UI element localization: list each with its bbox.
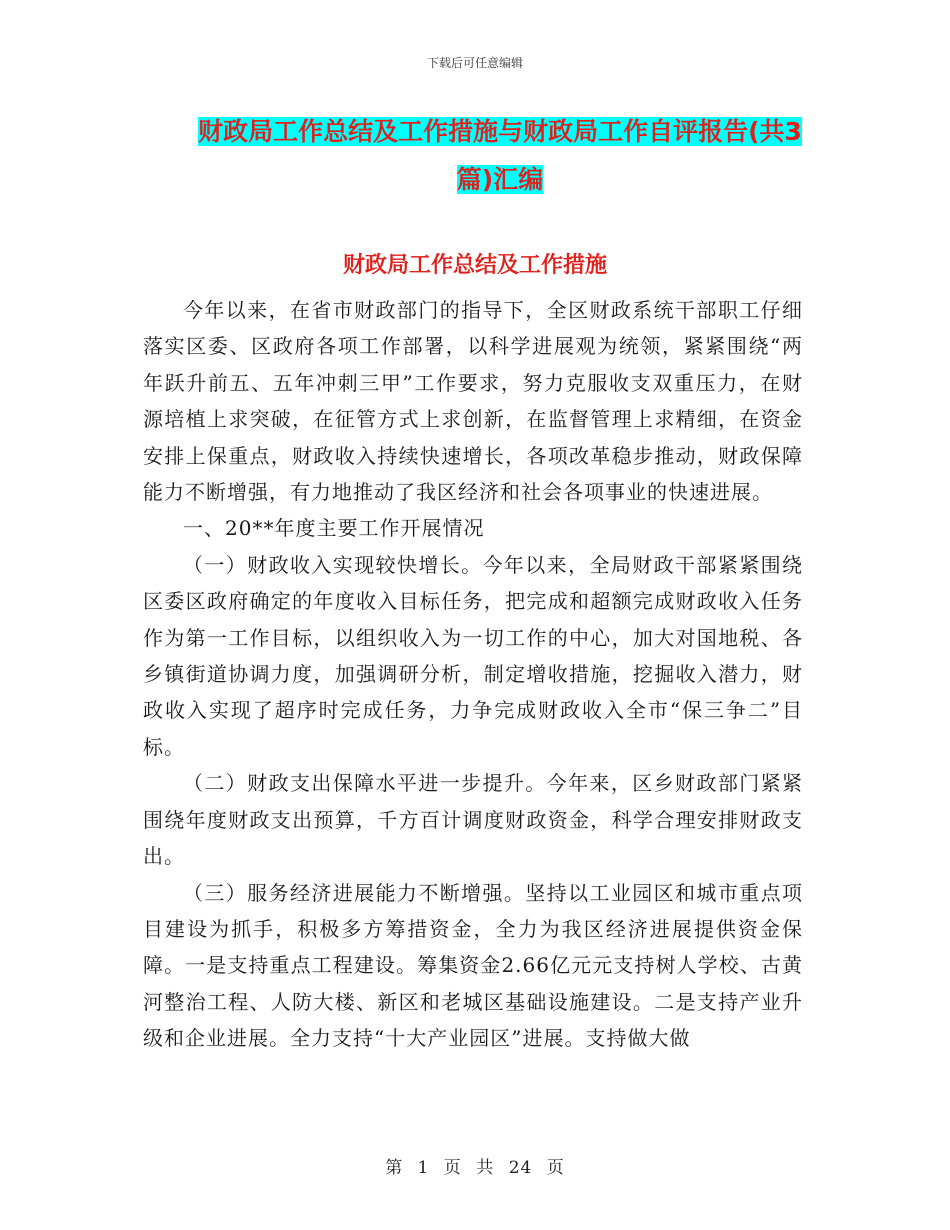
total-pages: 24 [508, 1158, 533, 1178]
document-title-text: 财政局工作总结及工作措施与财政局工作自评报告(共3篇)汇编 [198, 117, 802, 194]
page-label-mid: 页 [443, 1158, 462, 1178]
paragraph: （一）财政收入实现较快增长。今年以来，全局财政干部紧紧围绕区委区政府确定的年度收入目标任务，把完成和超额完成财政收入任务作为第一工作目标，以组织收入为一切工作的中心，加大对国地税、各乡镇街道协调力度，加强调研分析，制定增收措施，挖掘收入潜力，财政收入实现了超序时完成任务，力争完成财政收入全市“保三争二”目标。 [143, 552, 803, 759]
paragraph: 今年以来，在省市财政部门的指导下，全区财政系统干部职工仔细落实区委、区政府各项工作部署，以科学进展观为统领，紧紧围绕“两年跃升前五、五年冲刺三甲”工作要求，努力克服收支双重压力，在财源培植上求突破，在征管方式上求创新，在监督管理上求精细，在资金安排上保重点，财政收入持续快速增长，各项改革稳步推动，财政保障能力不断增强，有力地推动了我区经济和社会各项事业的快速进展。 [143, 298, 803, 505]
section-title: 财政局工作总结及工作措施 [342, 253, 607, 278]
paragraph: 一、20**年度主要工作开展情况 [183, 516, 485, 541]
document-body [143, 292, 803, 1057]
document-title [180, 108, 820, 204]
page-footer [0, 1153, 950, 1178]
page-label-prefix: 第 [385, 1158, 404, 1178]
page-number: 1 [417, 1158, 430, 1178]
header-note: 下载后可任意编辑 [426, 56, 523, 70]
total-suffix: 页 [546, 1158, 565, 1178]
paragraph: （三）服务经济进展能力不断增强。坚持以工业园区和城市重点项目建设为抓手，积极多方筹措资金，全力为我区经济进展提供资金保障。一是支持重点工程建设。筹集资金2.66亿元元支持树人学校、古黄河整治工程、人防大楼、新区和老城区基础设施建设。二是支持产业升级和企业进展。全力支持“十大产业园区”进展。支持做大做 [143, 880, 803, 1051]
total-prefix: 共 [476, 1158, 495, 1178]
paragraph: （二）财政支出保障水平进一步提升。今年来，区乡财政部门紧紧围绕年度财政支出预算，千方百计调度财政资金，科学合理安排财政支出。 [143, 771, 803, 869]
